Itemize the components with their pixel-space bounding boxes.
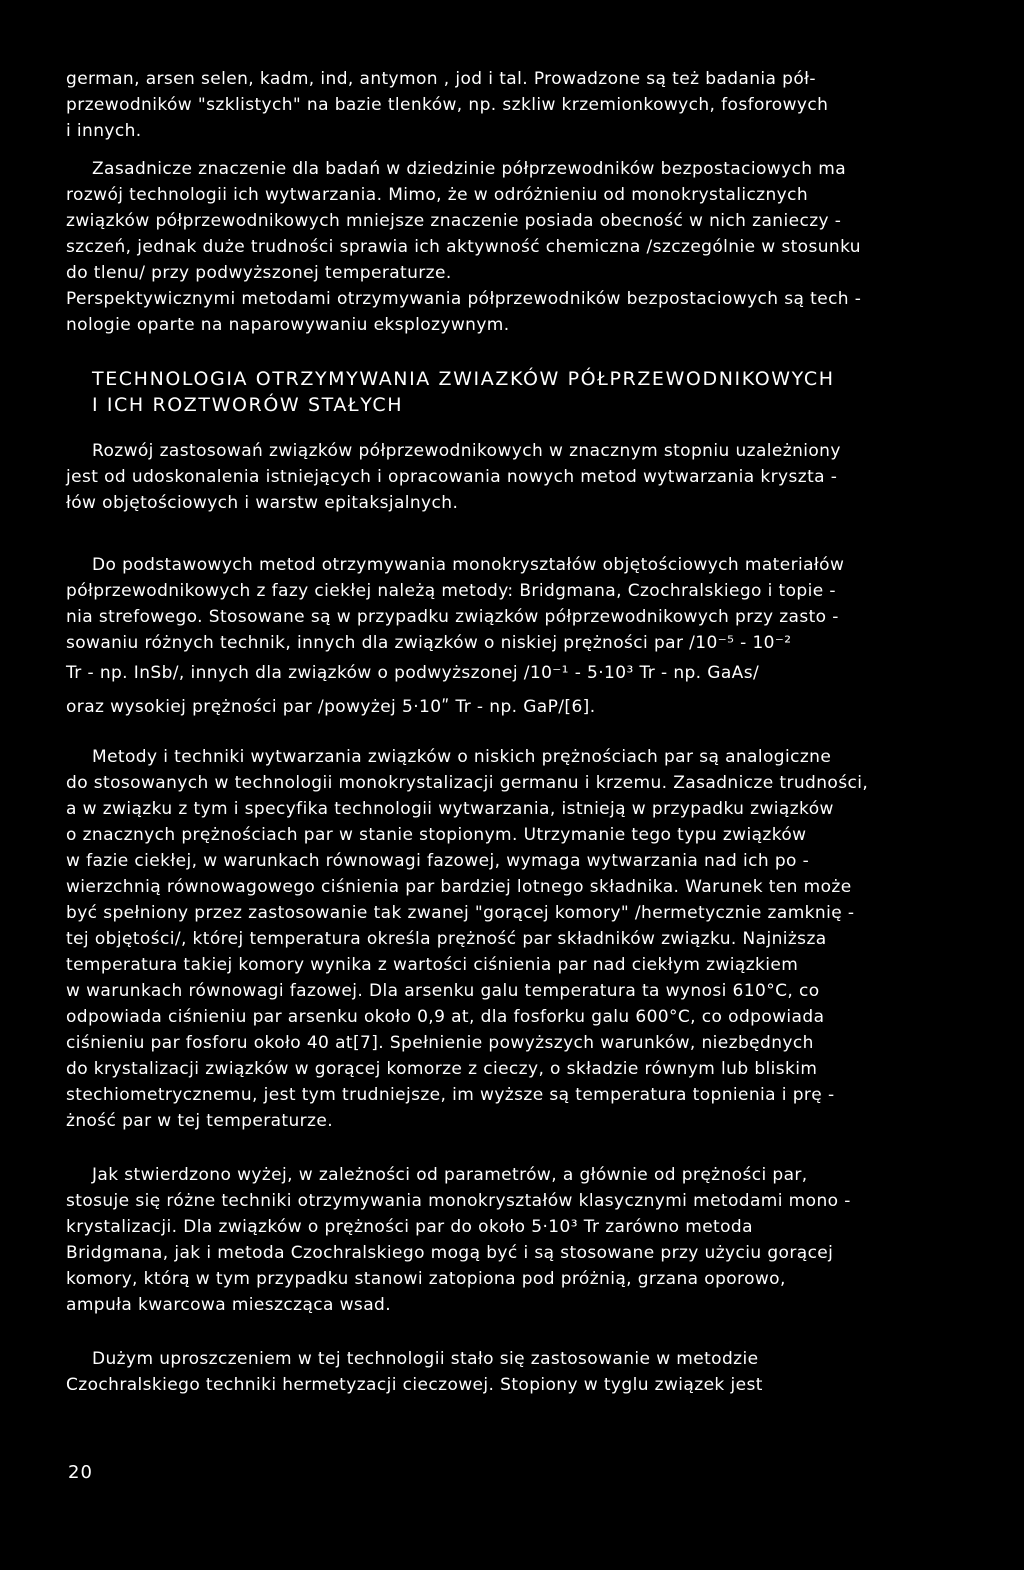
paragraph-5 xyxy=(66,552,986,724)
text-line: komory, którą w tym przypadku stanowi zatopiona pod próżnią, grzana oporowo, xyxy=(66,1269,786,1289)
text-line: odpowiada ciśnieniu par arsenku około 0,9 at, dla fosforku galu 600°C, co odpowiada xyxy=(66,1007,825,1027)
text-line: w warunkach równowagi fazowej. Dla arsenku galu temperatura ta wynosi 610°C, co xyxy=(66,981,820,1001)
text-line: Metody i techniki wytwarzania związków o niskich prężnościach par są analogiczne xyxy=(92,747,832,767)
text-line: łów objętościowych i warstw epitaksjalnych. xyxy=(66,493,459,513)
text-line: do stosowanych w technologii monokrystalizacji germanu i krzemu. Zasadnicze trudności, xyxy=(66,773,869,793)
paragraph-2 xyxy=(66,156,986,286)
text-line: krystalizacji. Dla związków o prężności par do około 5·10³ Tr zarówno metoda xyxy=(66,1217,753,1237)
heading-line: TECHNOLOGIA OTRZYMYWANIA ZWIAZKÓW PÓŁPRZEWODNIKOWYCH xyxy=(92,368,835,390)
text-line: german, arsen selen, kadm, ind, antymon , jod i tal. Prowadzone są też badania pół- xyxy=(66,69,816,89)
text-line: półprzewodnikowych z fazy ciekłej należą metody: Bridgmana, Czochralskiego i topie - xyxy=(66,581,836,601)
text-line: w fazie ciekłej, w warunkach równowagi fazowej, wymaga wytwarzania nad ich po - xyxy=(66,851,810,871)
section-heading xyxy=(66,366,986,418)
text-line: Do podstawowych metod otrzymywania monokryształów objętościowych materiałów xyxy=(92,555,845,575)
text-line: być spełniony przez zastosowanie tak zwanej "gorącej komory" /hermetycznie zamknię - xyxy=(66,903,855,923)
text-line: Bridgmana, jak i metoda Czochralskiego mogą być i są stosowane przy użyciu gorącej xyxy=(66,1243,834,1263)
paragraph-4 xyxy=(66,438,986,516)
page-content xyxy=(66,66,986,1398)
text-line: stechiometrycznemu, jest tym trudniejsze, im wyższe są temperatura topnienia i prę - xyxy=(66,1085,835,1105)
text-line: a w związku z tym i specyfika technologii wytwarzania, istnieją w przypadku związków xyxy=(66,799,834,819)
text-line: Jak stwierdzono wyżej, w zależności od parametrów, a głównie od prężności par, xyxy=(92,1165,808,1185)
paragraph-6 xyxy=(66,744,986,1134)
text-line: sowaniu różnych technik, innych dla związków o niskiej prężności par /10⁻⁵ - 10⁻² xyxy=(66,633,792,653)
text-line: Czochralskiego techniki hermetyzacji cieczowej. Stopiony w tyglu związek jest xyxy=(66,1375,763,1395)
text-line: związków półprzewodnikowych mniejsze znaczenie posiada obecność w nich zanieczy - xyxy=(66,211,842,231)
page-number: 20 xyxy=(68,1462,93,1483)
text-line: i innych. xyxy=(66,121,142,141)
text-line: rozwój technologii ich wytwarzania. Mimo, że w odróżnieniu od monokrystalicznych xyxy=(66,185,809,205)
formula-line: Tr - np. InSb/, innych dla związków o podwyższonej /10⁻¹ - 5·10³ Tr - np. GaAs/ xyxy=(66,663,760,683)
text-line: przewodników "szklistych" na bazie tlenków, np. szkliw krzemionkowych, fosforowych xyxy=(66,95,829,115)
text-line: Perspektywicznymi metodami otrzymywania półprzewodników bezpostaciowych są tech - xyxy=(66,289,862,309)
paragraph-3 xyxy=(66,286,986,338)
text-line: nologie oparte na naparowywaniu eksplozywnym. xyxy=(66,315,510,335)
text-line: Rozwój zastosowań związków półprzewodnikowych w znacznym stopniu uzależniony xyxy=(92,441,841,461)
formula-line: oraz wysokiej prężności par /powyżej 5·10ʺ Tr - np. GaP/[6]. xyxy=(66,697,596,717)
text-line: szczeń, jednak duże trudności sprawia ich aktywność chemiczna /szczególnie w stosunku xyxy=(66,237,861,257)
text-line: nia strefowego. Stosowane są w przypadku związków półprzewodnikowych przy zasto - xyxy=(66,607,839,627)
paragraph-7 xyxy=(66,1162,986,1318)
paragraph-1 xyxy=(66,66,986,144)
text-line: Dużym uproszczeniem w tej technologii stało się zastosowanie w metodzie xyxy=(92,1349,759,1369)
text-line: jest od udoskonalenia istniejących i opracowania nowych metod wytwarzania kryszta - xyxy=(66,467,838,487)
paragraph-8 xyxy=(66,1346,986,1398)
text-line: stosuje się różne techniki otrzymywania monokryształów klasycznymi metodami mono - xyxy=(66,1191,851,1211)
text-line: ampuła kwarcowa mieszcząca wsad. xyxy=(66,1295,392,1315)
text-line: tej objętości/, której temperatura określa prężność par składników związku. Najniższa xyxy=(66,929,827,949)
text-line: temperatura takiej komory wynika z wartości ciśnienia par nad ciekłym związkiem xyxy=(66,955,799,975)
text-line: ciśnieniu par fosforu około 40 at[7]. Spełnienie powyższych warunków, niezbędnych xyxy=(66,1033,814,1053)
text-line: do tlenu/ przy podwyższonej temperaturze. xyxy=(66,263,452,283)
heading-line: I ICH ROZTWORÓW STAŁYCH xyxy=(92,394,404,416)
text-line: Zasadnicze znaczenie dla badań w dziedzinie półprzewodników bezpostaciowych ma xyxy=(92,159,847,179)
text-line: do krystalizacji związków w gorącej komorze z cieczy, o składzie równym lub bliskim xyxy=(66,1059,818,1079)
text-line: żność par w tej temperaturze. xyxy=(66,1111,334,1131)
text-line: o znacznych prężnościach par w stanie stopionym. Utrzymanie tego typu związków xyxy=(66,825,807,845)
text-line: wierzchnią równowagowego ciśnienia par bardziej lotnego składnika. Warunek ten może xyxy=(66,877,852,897)
